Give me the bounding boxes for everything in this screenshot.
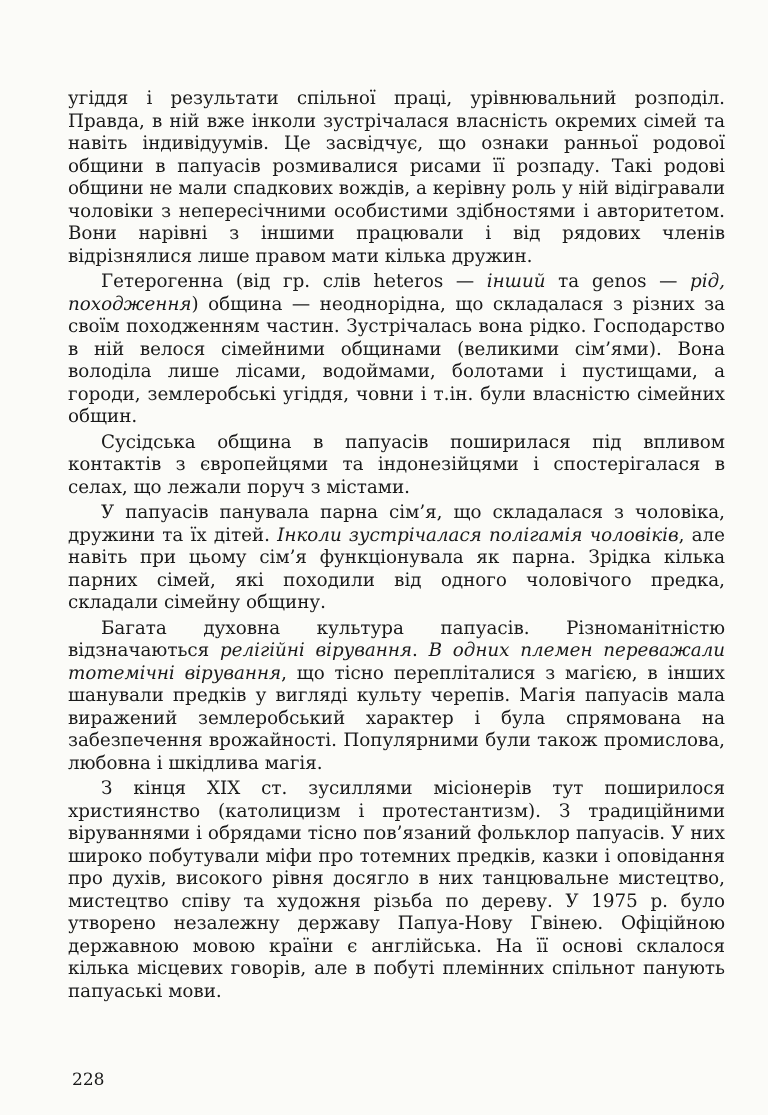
text-run: . bbox=[412, 640, 429, 661]
text-run: Сусідська община в папуасів поширилася під впливом контактів з європейцями та індонезійцями і спостерігалася в селах, що лежали поруч з містами. bbox=[68, 431, 725, 498]
text-run: З кінця XIX ст. зусиллями місіонерів тут поширилося християнство (католицизм і протестантизм). З традиційними віруваннями і обрядами тісно пов’язаний фольклор папуасів. У них широко побутували міфи про тотемних предків, казки і оповідання про духів, високого рівня досягло в них танцювальне мистецтво, мистецтво співу та художня різьба по дереву. У 1975 р. було утворено незалежну державу Папуа-Нову Гвінею. Офіційною державною мовою країни є англійська. На її основі склалося кілька місцевих говорів, але в побуті племінних спільнот панують папуаські мови. bbox=[68, 778, 725, 1002]
italic-term: Інколи зустрічалася полігамія чоловіків bbox=[277, 524, 679, 546]
body-text bbox=[68, 88, 725, 1006]
paragraph bbox=[68, 618, 725, 776]
text-run: , що тісно перепліталися з магією, в інших шанували предків у вигляді культу черепів. Магія папуасів мала виражений землеробський характер і була спрямована на забезпечення врожайності. Популярними були також промислова, любовна і шкідлива магія. bbox=[68, 662, 725, 774]
page-number: 228 bbox=[72, 1070, 105, 1090]
paragraph bbox=[68, 271, 725, 429]
paragraph bbox=[68, 502, 725, 615]
italic-term: рід, походження bbox=[68, 271, 725, 315]
italic-term: В одних племен переважали тотемічні вірування bbox=[68, 640, 726, 684]
paragraph bbox=[68, 432, 725, 500]
text-run: та genos — bbox=[545, 271, 691, 292]
text-run: Гетерогенна (від гр. слів heteros — bbox=[101, 271, 487, 292]
text-run: , але навіть при цьому сім’я функціонувала як парна. Зрідка кілька парних сімей, які походили від одного чоловічого предка, складали сімейну общину. bbox=[68, 524, 725, 613]
text-run: Багата духовна культура папуасів. Різноманітністю відзначаються bbox=[68, 617, 725, 661]
text-run: У папуасів панувала парна сім’я, що складалася з чоловіка, дружини та їх дітей. bbox=[68, 502, 725, 546]
text-run: ) община — неоднорідна, що складалася з різних за своїм походженням частин. Зустрічалась вона рідко. Господарство в ній велося сімейними общинами (великими сім’ями). Вона володіла лише лісами, водоймами, болотами і пустищами, а городи, землеробські угіддя, човни і т.ін. були власністю сімейних общин. bbox=[68, 293, 725, 427]
paragraph bbox=[68, 778, 725, 1003]
paragraph bbox=[68, 88, 725, 268]
italic-term: інший bbox=[486, 271, 546, 292]
text-run: угіддя і результати спільної праці, урівнювальний розподіл. Правда, в ній вже інколи зустрічалася власність окремих сімей та навіть індивідуумів. Це засвідчує, що ознаки ранньої родової общини в папуасів розмивалися рисами її розпаду. Такі родові общини не мали спадкових вождів, а керівну роль у ній відігравали чоловіки з непересічними особистими здібностями і авторитетом. Вони нарівні з іншими працювали і від рядових членів відрізнялися лише правом мати кілька дружин. bbox=[68, 88, 725, 267]
italic-term: релігійні вірування bbox=[219, 640, 412, 661]
